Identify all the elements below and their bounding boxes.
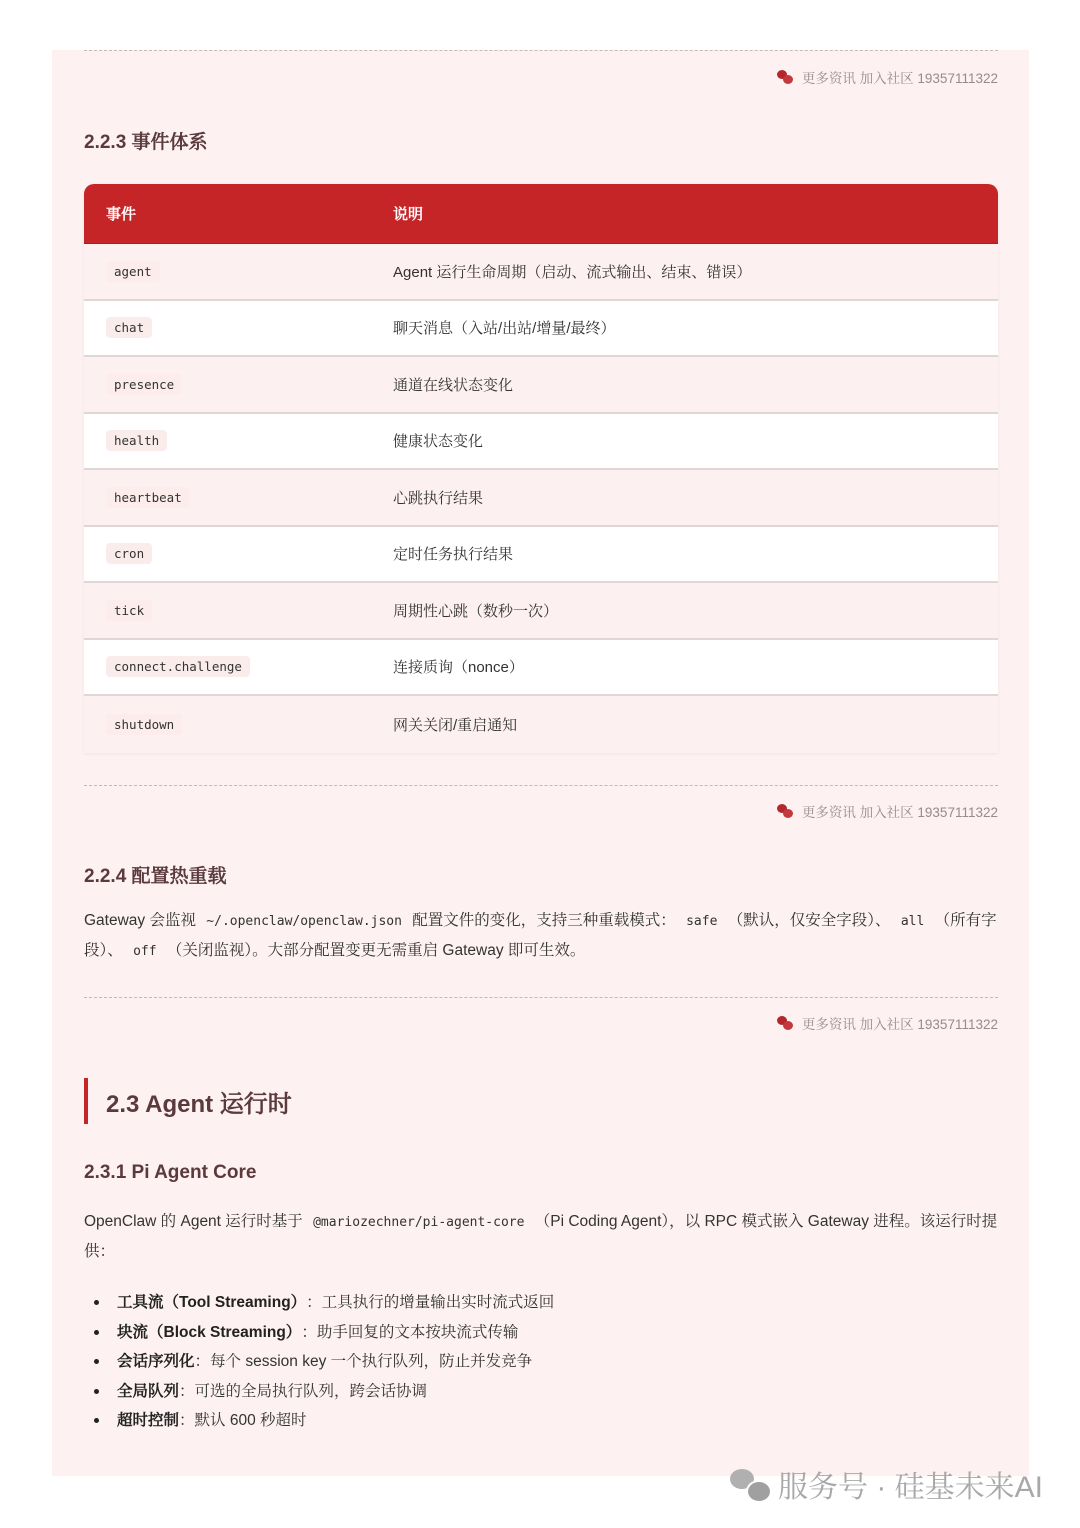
wechat-icon: [730, 1467, 770, 1501]
event-description: 周期性心跳（数秒一次）: [393, 602, 559, 620]
promo-text: 更多资讯 加入社区 19357111322: [801, 805, 998, 820]
account-watermark: [730, 1462, 1043, 1506]
event-code: chat: [106, 317, 152, 338]
event-code: connect.challenge: [106, 656, 250, 677]
events-table: [84, 184, 998, 753]
list-item: [94, 1377, 554, 1407]
table-row: [84, 244, 998, 301]
event-description: 聊天消息（入站/出站/增量/最终）: [393, 320, 616, 338]
item-text: 可选的全局执行队列，跨会话协调: [194, 1382, 428, 1400]
bullet-icon: [94, 1418, 99, 1423]
promo-text: 更多资讯 加入社区 19357111322: [801, 1017, 998, 1032]
event-code: health: [106, 430, 167, 451]
event-code: heartbeat: [106, 487, 190, 508]
bullet-icon: [94, 1300, 99, 1305]
community-promo: [777, 1013, 998, 1033]
promo-text: 更多资讯 加入社区 19357111322: [801, 71, 998, 86]
item-term: 块流（Block Streaming）: [117, 1323, 302, 1341]
community-promo: [777, 801, 998, 821]
dashed-divider: [84, 997, 998, 998]
item-text: 助手回复的文本按块流式传输: [316, 1323, 519, 1341]
heading-text: 2.3 Agent 运行时: [106, 1090, 292, 1118]
item-text: 工具执行的增量输出实时流式返回: [321, 1294, 555, 1311]
event-description: 定时任务执行结果: [393, 546, 514, 564]
text: （默认，仅安全字段）、: [727, 912, 891, 929]
wechat-icon: [777, 1016, 794, 1030]
item-sep: ：: [179, 1412, 195, 1429]
item-text: 默认 600 秒超时: [194, 1412, 307, 1429]
table-header: [84, 184, 998, 244]
header-event: 事件: [106, 206, 137, 223]
section-title-2-3-1: 2.3.1 Pi Agent Core: [84, 1162, 257, 1183]
table-row: [84, 527, 998, 584]
section-title-2-2-3: 2.2.3 事件体系: [84, 132, 208, 153]
text: （Pi Coding Agent），以 RPC 模式嵌入 Gateway 进程。该运行时提供：: [84, 1213, 998, 1260]
table-row: [84, 414, 998, 471]
item-term: 工具流（Tool Streaming）: [117, 1294, 307, 1311]
text: 配置文件的变化，支持三种重载模式：: [412, 912, 676, 929]
bullet-icon: [94, 1359, 99, 1364]
text: Gateway 会监视: [84, 912, 196, 929]
event-code: cron: [106, 543, 152, 564]
item-sep: ：: [301, 1323, 317, 1341]
config-path-code: ~/.openclaw/openclaw.json: [206, 914, 402, 929]
item-term: 会话序列化: [117, 1353, 195, 1370]
package-name-code: @mariozechner/pi-agent-core: [313, 1215, 525, 1230]
text: OpenClaw 的 Agent 运行时基于: [84, 1213, 303, 1230]
bullet-icon: [94, 1330, 99, 1335]
table-row: [84, 470, 998, 527]
list-item: [94, 1347, 554, 1377]
section-title-2-2-4: 2.2.4 配置热重载: [84, 866, 227, 887]
hot-reload-paragraph: [84, 906, 1000, 966]
text: （所有字段）、: [84, 912, 997, 959]
event-code: shutdown: [106, 714, 182, 735]
mode-safe-code: safe: [686, 914, 718, 929]
event-description: 健康状态变化: [393, 433, 484, 451]
table-row: [84, 640, 998, 697]
item-term: 全局队列: [117, 1382, 180, 1400]
event-description: 连接质询（nonce）: [393, 659, 524, 677]
event-code: presence: [106, 374, 182, 395]
list-item: [94, 1288, 554, 1318]
item-term: 超时控制: [117, 1412, 180, 1429]
mode-all-code: all: [900, 914, 925, 929]
list-item: [94, 1318, 554, 1348]
table-row: [84, 696, 998, 753]
event-code: tick: [106, 600, 152, 621]
event-description: 通道在线状态变化: [393, 376, 514, 394]
event-description: 心跳执行结果: [393, 489, 484, 507]
text: （关闭监视）。大部分配置变更无需重启 Gateway 即可生效。: [166, 942, 586, 959]
section-title-2-3: [84, 1078, 292, 1124]
pi-agent-core-paragraph: [84, 1207, 1000, 1266]
event-description: 网关关闭/重启通知: [393, 716, 518, 734]
table-row: [84, 301, 998, 358]
header-description: 说明: [393, 206, 424, 223]
item-text: 每个 session key 一个执行队列，防止并发竞争: [210, 1353, 533, 1370]
event-code: agent: [106, 261, 160, 282]
bullet-icon: [94, 1389, 99, 1394]
watermark-text: 服务号 · 硅基未来AI: [778, 1471, 1044, 1504]
item-sep: ：: [306, 1294, 322, 1311]
list-item: [94, 1406, 554, 1436]
wechat-icon: [777, 804, 794, 818]
item-sep: ：: [179, 1382, 195, 1400]
community-promo: [777, 67, 998, 87]
wechat-icon: [777, 70, 794, 84]
table-row: [84, 583, 998, 640]
dashed-divider: [84, 785, 998, 786]
item-sep: ：: [194, 1353, 211, 1370]
mode-off-code: off: [133, 944, 157, 959]
table-row: [84, 357, 998, 414]
dashed-divider: [84, 50, 998, 51]
features-list: [94, 1288, 554, 1436]
event-description: Agent 运行生命周期（启动、流式输出、结束、错误）: [393, 263, 752, 281]
